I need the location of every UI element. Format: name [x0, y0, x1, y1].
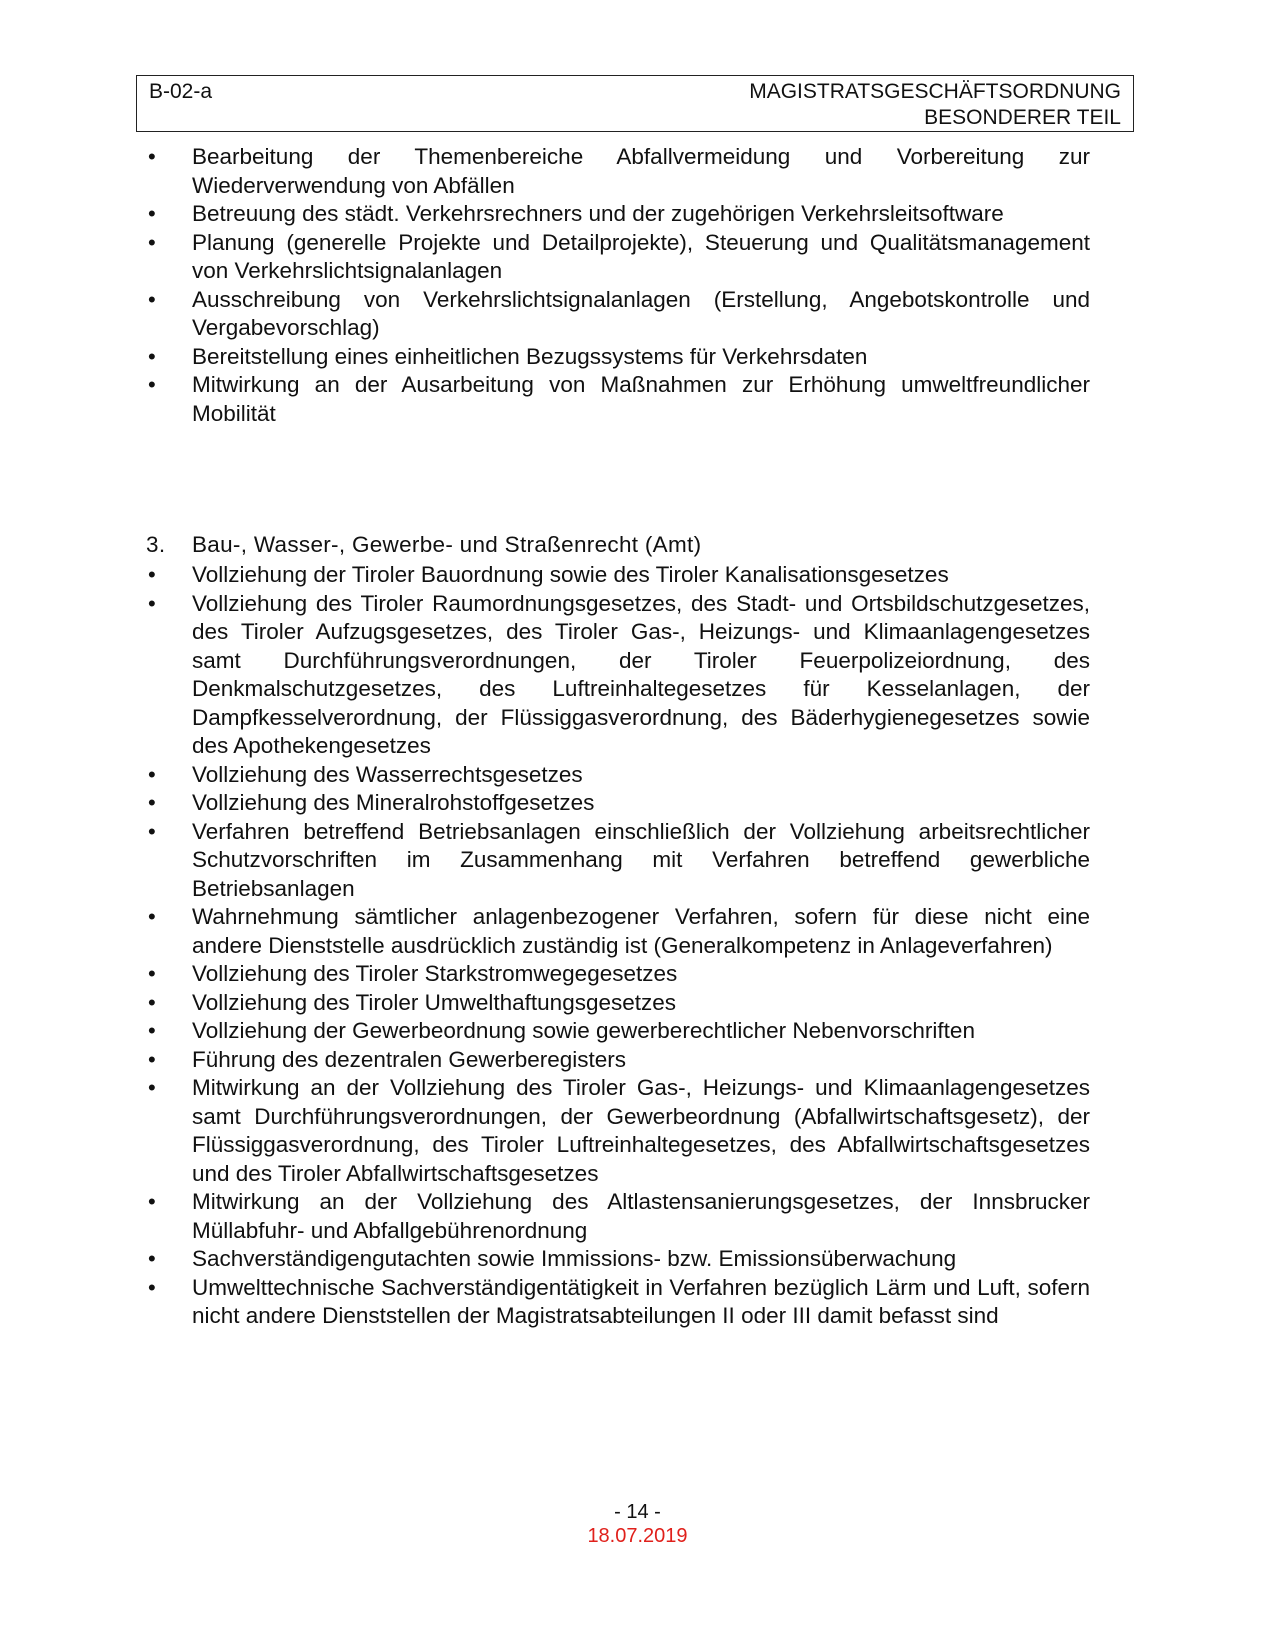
list-item: • Führung des dezentralen Gewerberegisters: [146, 1046, 1090, 1075]
list-item: • Verfahren betreffend Betriebsanlagen einschließlich der Vollziehung arbeitsrechtlicher Schutzvorschriften im Zusammenhang mit Verfahren betreffend gewerbliche Betriebsanlagen: [146, 818, 1090, 904]
page-number: - 14 -: [614, 1501, 661, 1523]
list-item: • Vollziehung des Mineralrohstoffgesetzes: [146, 789, 1090, 818]
list-item: • Bereitstellung eines einheitlichen Bezugssystems für Verkehrsdaten: [146, 343, 1090, 372]
list-item: • Mitwirkung an der Vollziehung des Tiroler Gas-, Heizungs- und Klimaanlagengesetzes samt Durchführungsverordnungen, der Gewerbeordnung (Abfallwirtschaftsgesetz), der Flüssiggasverordnung, des Tiroler Luftreinhaltegesetzes, des Abfallwirtschaftsgesetzes und des Tiroler Abfallwirtschaftsgesetzes: [146, 1074, 1090, 1188]
header-title-line-2: BESONDERER TEIL: [924, 106, 1121, 129]
list-item: • Vollziehung der Gewerbeordnung sowie gewerberechtlicher Nebenvorschriften: [146, 1017, 1090, 1046]
header-title-line-1: MAGISTRATSGESCHÄFTSORDNUNG: [749, 80, 1121, 103]
list-item: • Mitwirkung an der Vollziehung des Altlastensanierungsgesetzes, der Innsbrucker Müllabfuhr- und Abfallgebührenordnung: [146, 1188, 1090, 1245]
section-number: 3.: [146, 532, 166, 557]
header-title: [749, 79, 1121, 131]
list-item: • Betreuung des städt. Verkehrsrechners und der zugehörigen Verkehrsleitsoftware: [146, 200, 1090, 229]
document-code: B-02-a: [149, 80, 213, 103]
footer-date: 18.07.2019: [587, 1525, 688, 1547]
list-item: • Sachverständigengutachten sowie Immissions- bzw. Emissionsüberwachung: [146, 1245, 1090, 1274]
list-item: • Bearbeitung der Themenbereiche Abfallvermeidung und Vorbereitung zur Wiederverwendung von Abfällen: [146, 143, 1090, 200]
section-bullet-list: [146, 561, 1090, 1331]
section-heading: [146, 531, 701, 559]
list-item: • Vollziehung des Wasserrechtsgesetzes: [146, 761, 1090, 790]
list-item: • Wahrnehmung sämtlicher anlagenbezogener Verfahren, sofern für diese nicht eine andere Dienststelle ausdrücklich zuständig ist (Generalkompetenz in Anlageverfahren): [146, 903, 1090, 960]
list-item: • Vollziehung des Tiroler Umwelthaftungsgesetzes: [146, 989, 1090, 1018]
list-item: • Ausschreibung von Verkehrslichtsignalanlagen (Erstellung, Angebotskontrolle und Vergabevorschlag): [146, 286, 1090, 343]
page-header: [136, 75, 1134, 132]
list-item: • Vollziehung des Tiroler Raumordnungsgesetzes, des Stadt- und Ortsbildschutzgesetzes, des Tiroler Aufzugsgesetzes, des Tiroler Gas-, Heizungs- und Klimaanlagengesetzes samt Durchführungsverordnungen, der Tiroler Feuerpolizeiordnung, des Denkmalschutzgesetzes, des Luftreinhaltegesetzes für Kesselanlagen, der Dampfkesselverordnung, der Flüssiggasverordnung, des Bäderhygienegesetzes sowie des Apothekengesetzes: [146, 590, 1090, 761]
top-bullet-list: [146, 143, 1090, 428]
list-item: • Umwelttechnische Sachverständigentätigkeit in Verfahren bezüglich Lärm und Luft, sofern nicht andere Dienststellen der Magistratsabteilungen II oder III damit befasst sind: [146, 1274, 1090, 1331]
list-item: • Vollziehung des Tiroler Starkstromwegegesetzes: [146, 960, 1090, 989]
list-item: • Vollziehung der Tiroler Bauordnung sowie des Tiroler Kanalisationsgesetzes: [146, 561, 1090, 590]
list-item: • Mitwirkung an der Ausarbeitung von Maßnahmen zur Erhöhung umweltfreundlicher Mobilität: [146, 371, 1090, 428]
section-title: Bau-, Wasser-, Gewerbe- und Straßenrecht (Amt): [192, 532, 702, 557]
list-item: • Planung (generelle Projekte und Detailprojekte), Steuerung und Qualitätsmanagement von Verkehrslichtsignalanlagen: [146, 229, 1090, 286]
